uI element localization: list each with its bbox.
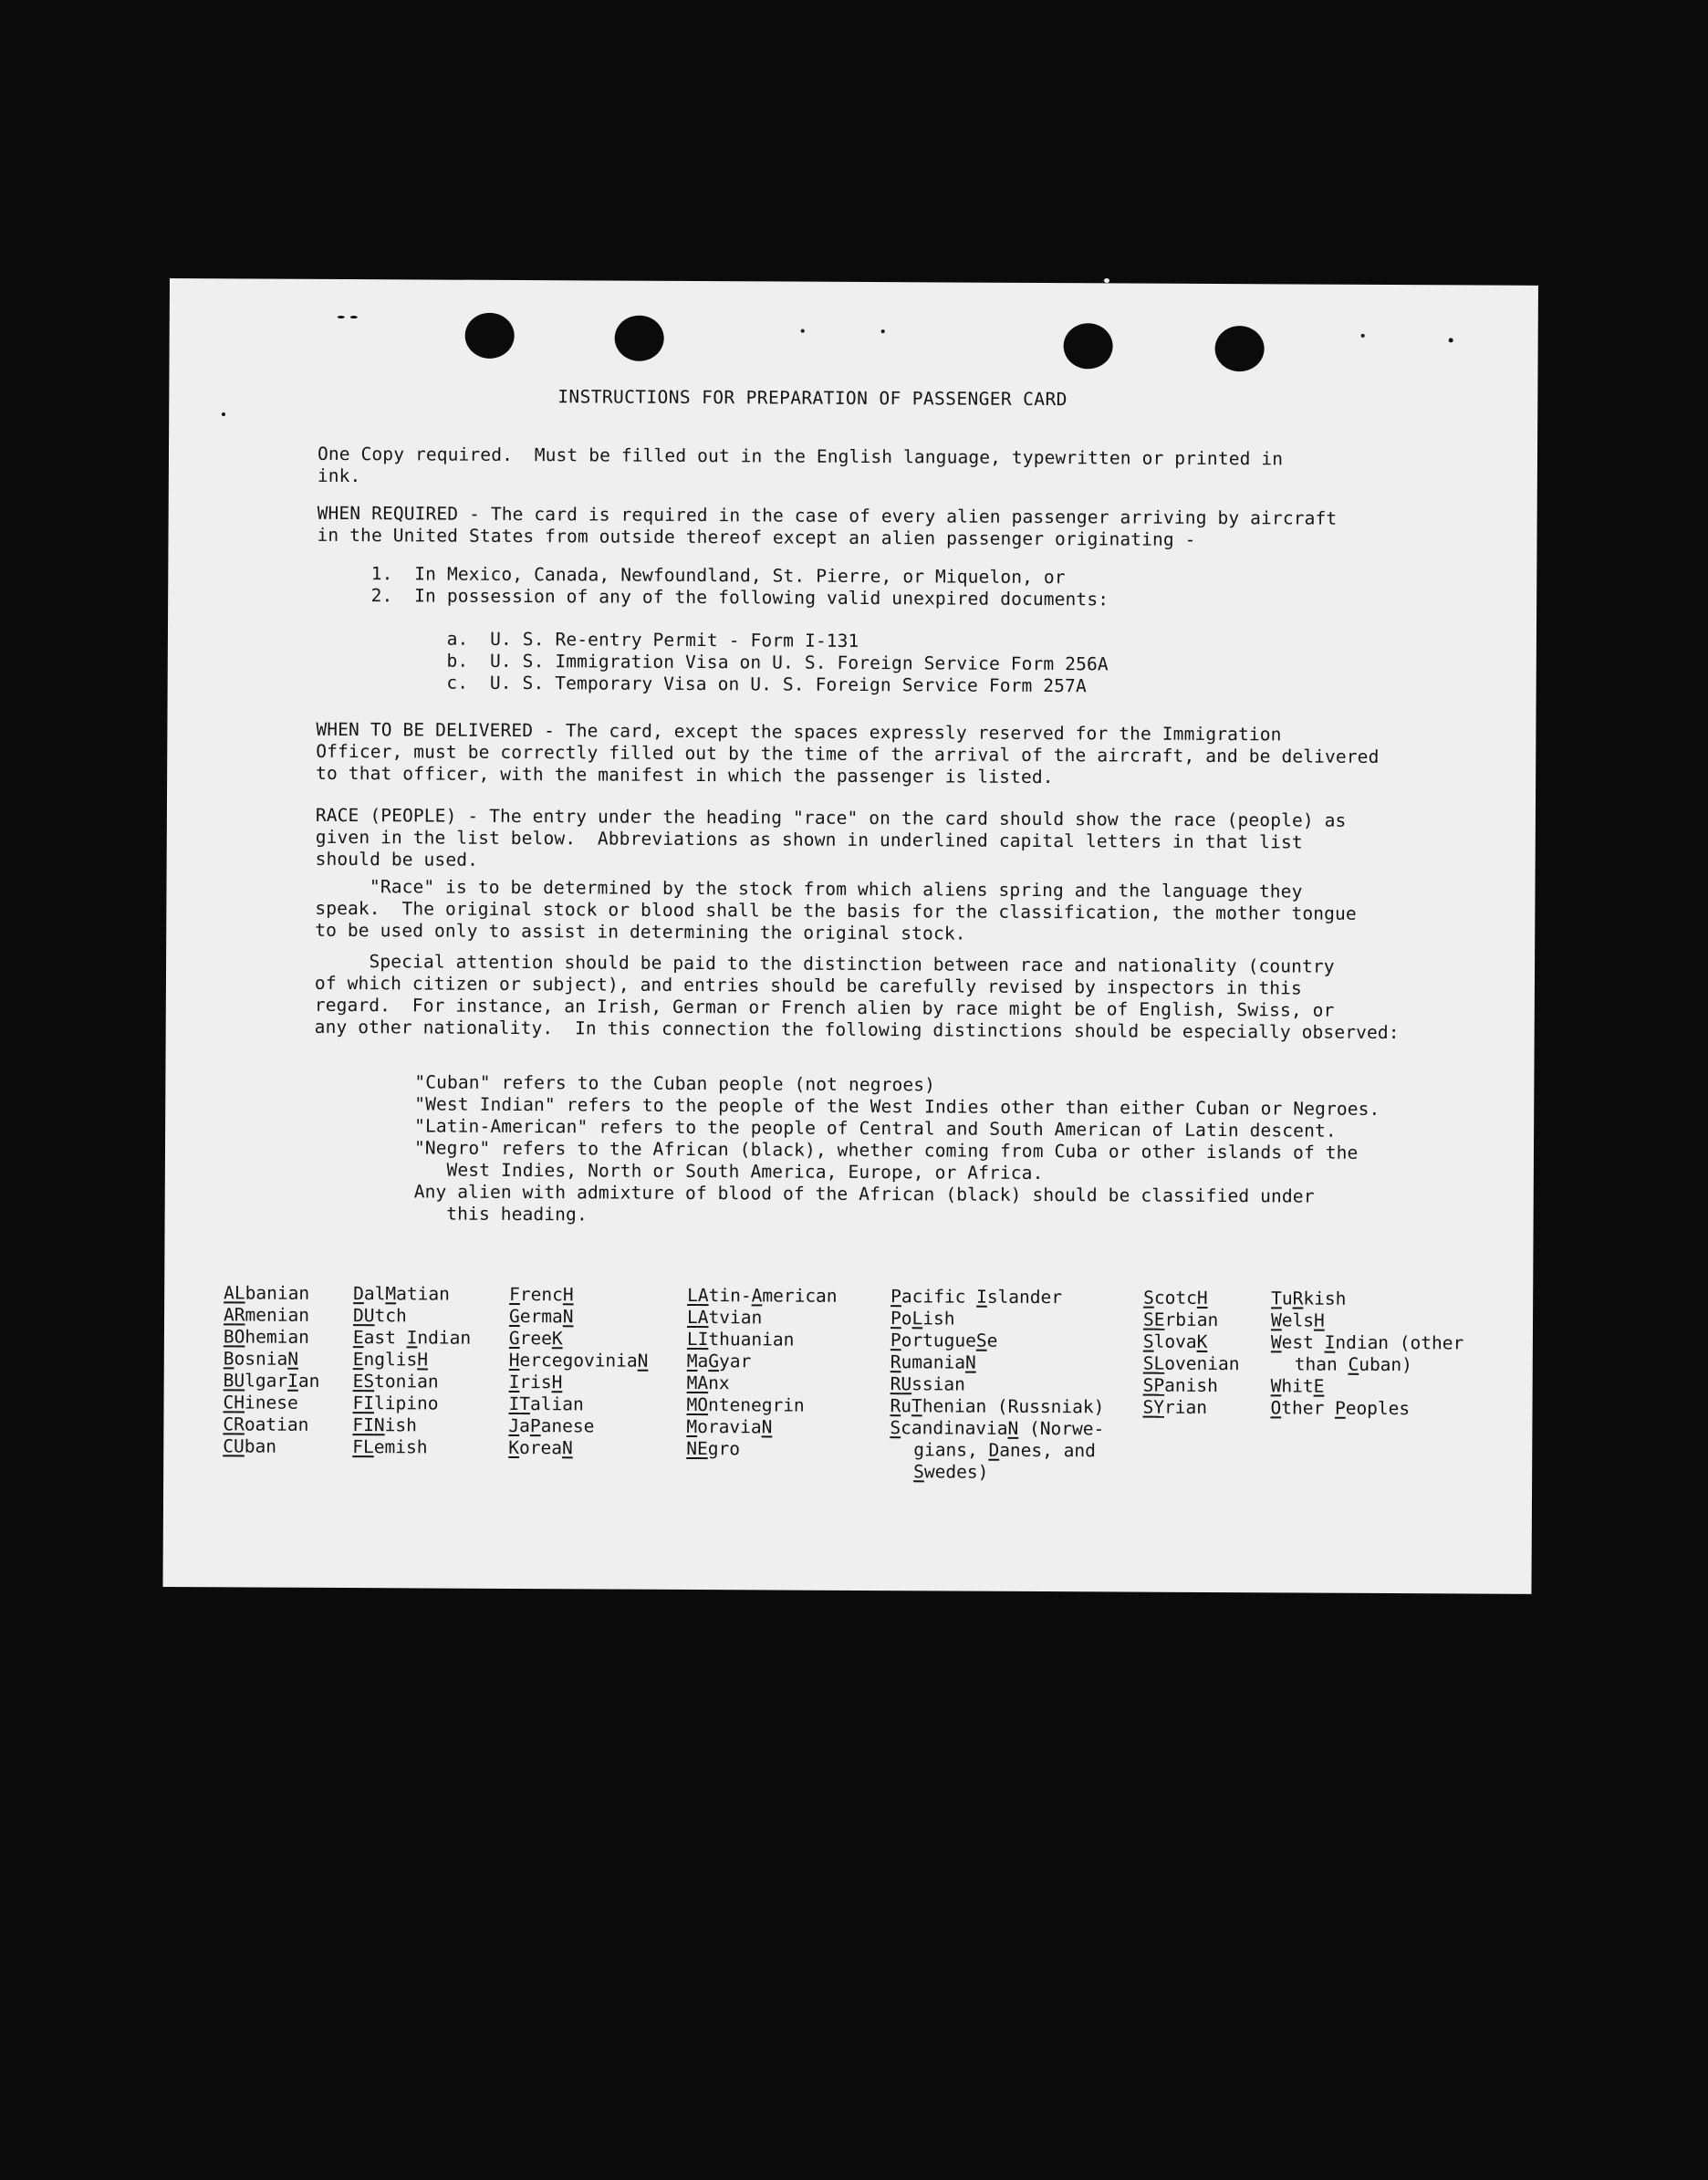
- race-entry: WelsH: [1270, 1309, 1325, 1331]
- race-entry: PortugueSe: [890, 1330, 998, 1351]
- punch-hole: [1063, 323, 1112, 369]
- race-determined-paragraph: "Race" is to be determined by the stock from which aliens spring and the language they speak. The original stock or blood shall be the basis for the classification, the mother tongue to be used only to assist in determining the original stock.: [315, 875, 1357, 944]
- race-entry: LAtvian: [686, 1306, 763, 1329]
- race-entry: SlovaK: [1142, 1330, 1208, 1352]
- race-entry: MaGyar: [686, 1350, 752, 1372]
- race-column: [223, 1282, 320, 1458]
- race-entry: FLemish: [352, 1436, 428, 1458]
- race-entry: West Indian (other: [1270, 1331, 1464, 1354]
- race-entry: CRoatian: [223, 1413, 309, 1435]
- race-column: [508, 1284, 649, 1460]
- race-entry: LAtin-American: [687, 1284, 838, 1307]
- numbered-list: 1. In Mexico, Canada, Newfoundland, St. Pierre, or Miquelon, or 2. In possession of any of the following valid unexpired documents:: [317, 562, 1109, 610]
- race-entry: SPanish: [1142, 1374, 1218, 1397]
- race-entry: BOhemian: [223, 1326, 309, 1348]
- race-entry: East Indian: [352, 1327, 472, 1349]
- race-entry: RumaniaN: [890, 1351, 976, 1373]
- race-entry: EnglisH: [352, 1349, 429, 1371]
- race-entry: EStonian: [352, 1371, 439, 1392]
- when-required-paragraph: WHEN REQUIRED - The card is required in the case of every alien passenger arriving by aircraft in the United States from outside thereof except an alien passenger originating -: [317, 502, 1338, 550]
- race-entry: Swedes): [913, 1461, 989, 1483]
- punch-hole: [465, 313, 515, 359]
- punch-hole: [1214, 326, 1264, 371]
- race-column: [1142, 1288, 1239, 1420]
- race-entry: LIthuanian: [686, 1328, 795, 1351]
- race-paragraph: RACE (PEOPLE) - The entry under the heading "race" on the card should show the race (people) as given in the list below. Abbreviations as shown in underlined capital letters in that list should be used.: [315, 804, 1347, 871]
- document-page: [162, 278, 1537, 1594]
- race-entry: KoreaN: [508, 1436, 573, 1459]
- race-entry: PoLish: [890, 1308, 955, 1330]
- race-entry: MAnx: [686, 1372, 730, 1394]
- race-entry: GreeK: [508, 1327, 563, 1350]
- race-entry: MOntenegrin: [686, 1393, 805, 1416]
- race-entry: ScotcH: [1143, 1287, 1208, 1309]
- page-title: INSTRUCTIONS FOR PREPARATION OF PASSENGER CARD: [557, 386, 1068, 411]
- race-entry: than Cuban): [1294, 1353, 1413, 1376]
- race-entry: WhitE: [1270, 1375, 1325, 1397]
- race-entry: DUtch: [352, 1305, 407, 1327]
- race-entry: gians, Danes, and: [913, 1439, 1096, 1462]
- speck: [1104, 278, 1109, 283]
- race-entry: ITalian: [508, 1392, 584, 1415]
- race-entry: SLovenian: [1142, 1352, 1240, 1375]
- race-entry: Pacific Islander: [890, 1286, 1063, 1309]
- race-entry: FINish: [352, 1414, 417, 1436]
- race-entry: FIlipino: [352, 1392, 439, 1414]
- race-entry: CHinese: [223, 1392, 298, 1413]
- speck: [881, 329, 885, 333]
- speck: [338, 316, 345, 318]
- lettered-list: a. U. S. Re-entry Permit - Form I-131 b. U. S. Immigration Visa on U. S. Foreign Service Form 256A c. U. S. Temporary Visa on U. S. Foreign Service Form 257A: [316, 627, 1109, 697]
- speck: [1449, 338, 1453, 342]
- race-entry: Other Peoples: [1270, 1397, 1411, 1420]
- race-entry: JaPanese: [508, 1414, 595, 1437]
- speck: [801, 329, 805, 333]
- race-entry: ALbanian: [224, 1282, 310, 1304]
- speck: [222, 412, 225, 416]
- race-entry: FrencH: [509, 1283, 574, 1306]
- intro-paragraph: One Copy required. Must be filled out in the English language, typewritten or printed in ink.: [317, 443, 1284, 487]
- race-entry: DalMatian: [353, 1283, 450, 1305]
- race-entry: NEgro: [686, 1437, 741, 1460]
- distinctions-list: "Cuban" refers to the Cuban people (not negroes) "West Indian" refers to the people of the West Indies other than either Cuban or Negroes. "Latin-American" refers to the people of Central and South American of Latin descent. "Negro" refers to the African (black), whether coming from Cuba or other islands of the West Indies, North or South America, Europe, or Africa. Any alien with admixture of blood of the African (black) should be classified under this heading.: [413, 1071, 1380, 1226]
- race-entry: IrisH: [508, 1371, 563, 1393]
- race-column: [890, 1286, 1105, 1484]
- race-entry: RuThenian (Russniak): [890, 1395, 1105, 1418]
- race-entry: BosniaN: [223, 1348, 299, 1370]
- race-entry: ScandinaviaN (Norwe-: [890, 1417, 1105, 1440]
- punch-hole: [615, 316, 664, 361]
- special-attention-paragraph: Special attention should be paid to the distinction between race and nationality (country of which citizen or subject), and entries should be carefully revised by inspectors in this regard. For instance, an Irish, German or French alien by race might be of English, Swiss, or any other nationality. In this connection the following distinctions should be especially observed:: [314, 950, 1400, 1044]
- race-entry: CUban: [223, 1435, 277, 1457]
- race-column: [686, 1285, 837, 1461]
- race-entry: ARmenian: [223, 1304, 310, 1326]
- race-entry: SErbian: [1142, 1309, 1219, 1331]
- race-entry: RUssian: [890, 1373, 965, 1395]
- when-delivered-paragraph: WHEN TO BE DELIVERED - The card, except the spaces expressly reserved for the Immigration Officer, must be correctly filled out by the time of the arrival of the aircraft, and be delivered to that officer, with the manifest in which the passenger is listed.: [316, 718, 1380, 788]
- race-column: [352, 1283, 471, 1459]
- race-entry: GermaN: [508, 1305, 574, 1328]
- race-entry: TuRkish: [1271, 1288, 1347, 1309]
- speck: [350, 316, 358, 318]
- race-column: [1270, 1288, 1463, 1420]
- speck: [1361, 334, 1365, 338]
- race-entry: MoraviaN: [686, 1415, 773, 1438]
- race-entry: HercegoviniaN: [508, 1349, 649, 1372]
- race-entry: BUlgarIan: [223, 1370, 320, 1392]
- race-entry: SYrian: [1142, 1396, 1208, 1418]
